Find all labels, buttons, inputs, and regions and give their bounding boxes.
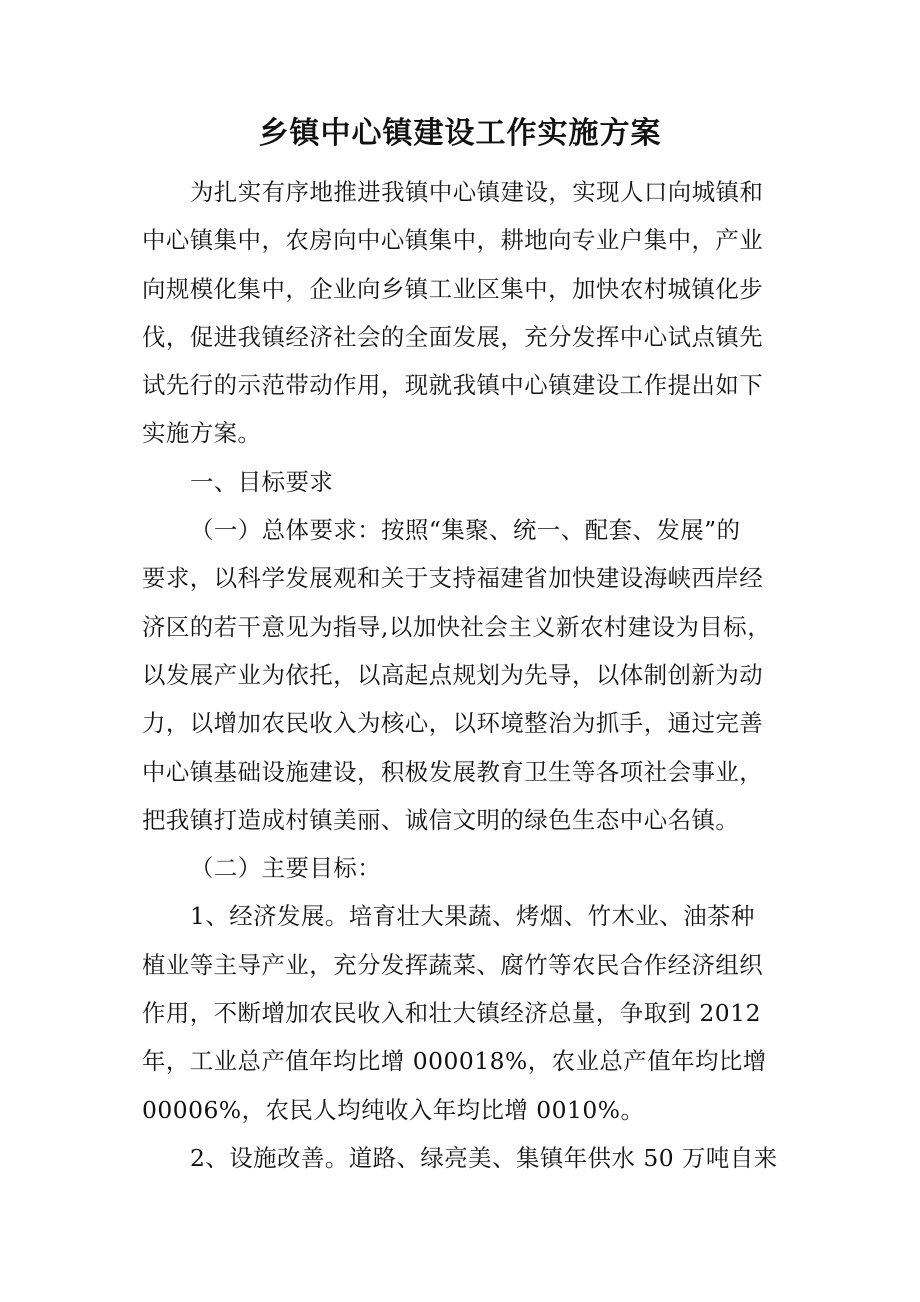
body-line: 中心镇基础设施建设，积极发展教育卫生等各项社会事业， xyxy=(142,757,764,786)
body-line: 实施方案。 xyxy=(142,419,262,448)
body-line: 为扎实有序地推进我镇中心镇建设，实现人口向城镇和 xyxy=(190,178,764,206)
section-heading: 一、目标要求 xyxy=(190,467,334,496)
body-line: 植业等主导产业，充分发挥蔬菜、腐竹等农民合作经济组织 xyxy=(142,950,764,979)
body-line: 试先行的示范带动作用，现就我镇中心镇建设工作提出如下 xyxy=(142,371,764,400)
body-line: 2、设施改善。道路、绿亮美、集镇年供水 50 万吨自来 xyxy=(190,1143,778,1172)
body-line: 力，以增加农民收入为核心，以环境整治为抓手，通过完善 xyxy=(142,709,764,738)
body-line: 以发展产业为依托，以高起点规划为先导，以体制创新为动 xyxy=(142,660,764,689)
body-line: （一）总体要求：按照“集聚、统一、配套、发展”的 xyxy=(190,516,741,545)
body-line: 向规模化集中，企业向乡镇工业区集中，加快农村城镇化步 xyxy=(142,274,764,303)
body-line: 作用，不断增加农民收入和壮大镇经济总量，争取到 2012 xyxy=(142,999,761,1028)
body-line: 济区的若干意见为指导,以加快社会主义新农村建设为目标， xyxy=(142,612,772,641)
body-line: 00006%，农民人均纯收入年均比增 0010%。 xyxy=(142,1095,645,1124)
body-line: 年，工业总产值年均比增 000018%，农业总产值年均比增 xyxy=(142,1047,767,1076)
body-line: 中心镇集中，农房向中心镇集中，耕地向专业户集中，产业 xyxy=(142,226,764,255)
body-line: 把我镇打造成村镇美丽、诚信文明的绿色生态中心名镇。 xyxy=(142,805,740,834)
document-title: 乡镇中心镇建设工作实施方案 xyxy=(258,116,662,151)
subsection-heading: （二）主要目标： xyxy=(190,854,382,883)
document-body xyxy=(142,168,782,1182)
body-line: 要求，以科学发展观和关于支持福建省加快建设海峡西岸经 xyxy=(142,564,764,593)
body-line: 1、经济发展。培育壮大果蔬、烤烟、竹木业、油茶种 xyxy=(190,902,755,931)
body-line: 伐，促进我镇经济社会的全面发展，充分发挥中心试点镇先 xyxy=(142,322,764,351)
